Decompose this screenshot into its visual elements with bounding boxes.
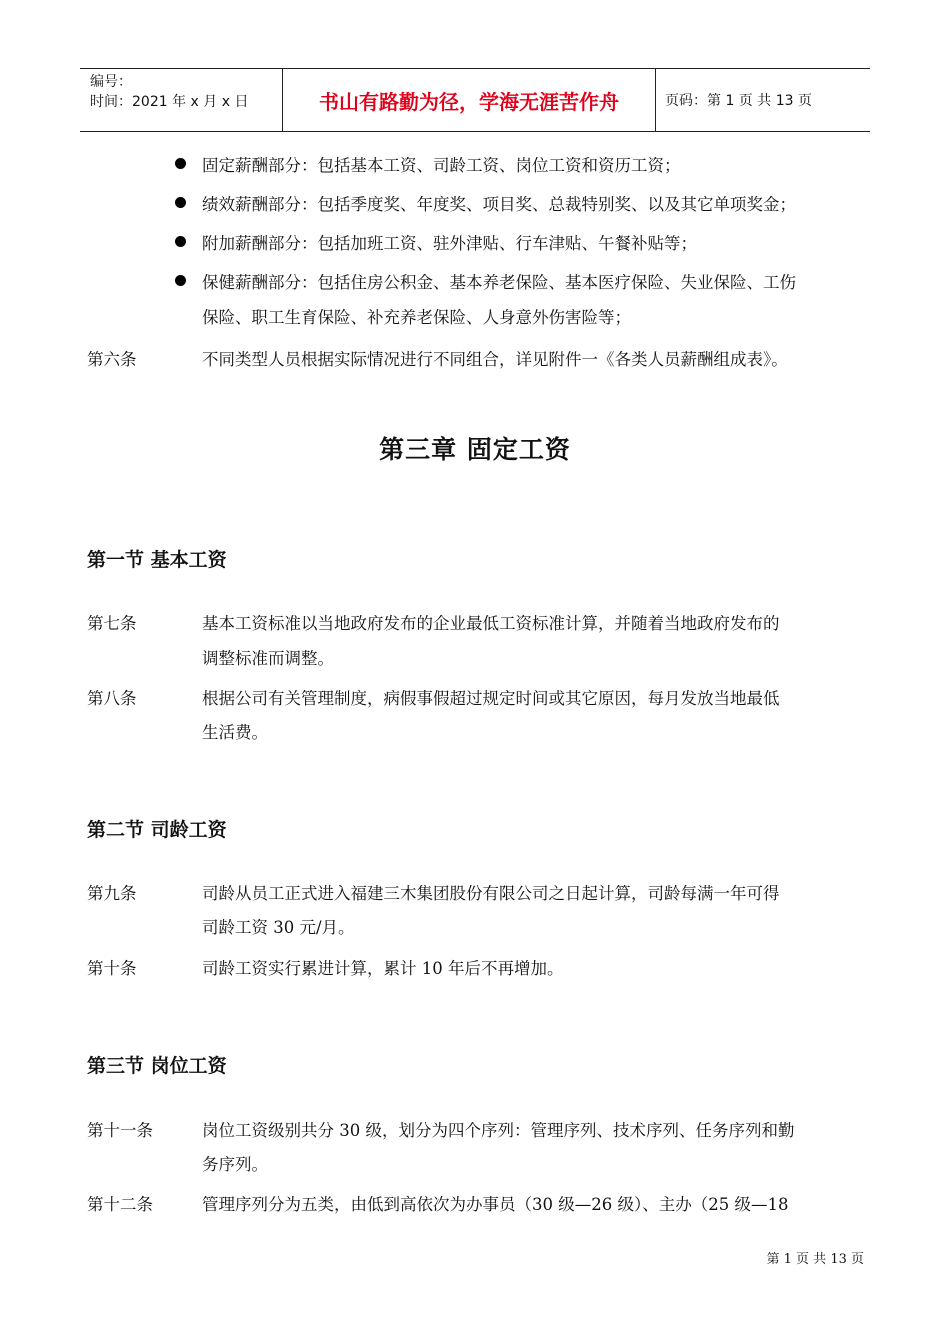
header-page-info: 页码：第 1 页 共 13 页: [665, 93, 812, 109]
article-8-label: 第八条: [87, 689, 137, 708]
document-number-label: 编号：: [90, 74, 132, 90]
header-motto: 书山有路勤为径，学海无涯苦作舟: [282, 69, 656, 131]
article-11-text-cont: 务序列。: [202, 1155, 268, 1174]
article-6-text: 不同类型人员根据实际情况进行不同组合，详见附件一《各类人员薪酬组成表》。: [202, 350, 788, 369]
article-9-text-cont: 司龄工资 30 元/月。: [202, 918, 355, 937]
section-1-title: 第一节 基本工资: [87, 549, 227, 571]
document-header: [80, 68, 870, 132]
article-12-label: 第十二条: [87, 1195, 153, 1214]
bullet-dot: [175, 197, 186, 208]
article-6-label: 第六条: [87, 350, 137, 369]
article-12-text: 管理序列分为五类，由低到高依次为办事员（30 级—26 级）、主办（25 级—18: [202, 1195, 789, 1214]
bullet-fixed-pay: 固定薪酬部分：包括基本工资、司龄工资、岗位工资和资历工资；: [202, 156, 681, 175]
bullet-dot: [175, 275, 186, 286]
bullet-dot: [175, 158, 186, 169]
chapter-title: 第三章 固定工资: [379, 435, 571, 464]
section-2-title: 第二节 司龄工资: [87, 819, 227, 841]
article-11-label: 第十一条: [87, 1121, 153, 1140]
section-3-title: 第三节 岗位工资: [87, 1055, 227, 1077]
article-7-text-cont: 调整标准而调整。: [202, 649, 334, 668]
document-date: 时间：2021 年 x 月 x 日: [90, 94, 249, 110]
article-10-text: 司龄工资实行累进计算，累计 10 年后不再增加。: [202, 959, 564, 978]
article-9-label: 第九条: [87, 884, 137, 903]
bullet-dot: [175, 236, 186, 247]
bullet-health-pay-cont: 保险、职工生育保险、补充养老保险、人身意外伤害险等；: [202, 308, 631, 327]
article-11-text: 岗位工资级别共分 30 级，划分为四个序列：管理序列、技术序列、任务序列和勤: [202, 1121, 795, 1140]
header-meta: [80, 69, 282, 131]
article-8-text: 根据公司有关管理制度，病假事假超过规定时间或其它原因，每月发放当地最低: [202, 689, 780, 708]
page-footer: 第 1 页 共 13 页: [766, 1252, 864, 1267]
article-9-text: 司龄从员工正式进入福建三木集团股份有限公司之日起计算，司龄每满一年可得: [202, 884, 780, 903]
article-8-text-cont: 生活费。: [202, 723, 268, 742]
bullet-health-pay: 保健薪酬部分：包括住房公积金、基本养老保险、基本医疗保险、失业保险、工伤: [202, 273, 796, 292]
article-7-text: 基本工资标准以当地政府发布的企业最低工资标准计算，并随着当地政府发布的: [202, 614, 780, 633]
bullet-additional-pay: 附加薪酬部分：包括加班工资、驻外津贴、行车津贴、午餐补贴等；: [202, 234, 697, 253]
article-7-label: 第七条: [87, 614, 137, 633]
bullet-performance-pay: 绩效薪酬部分：包括季度奖、年度奖、项目奖、总裁特别奖、以及其它单项奖金；: [202, 195, 796, 214]
article-10-label: 第十条: [87, 959, 137, 978]
